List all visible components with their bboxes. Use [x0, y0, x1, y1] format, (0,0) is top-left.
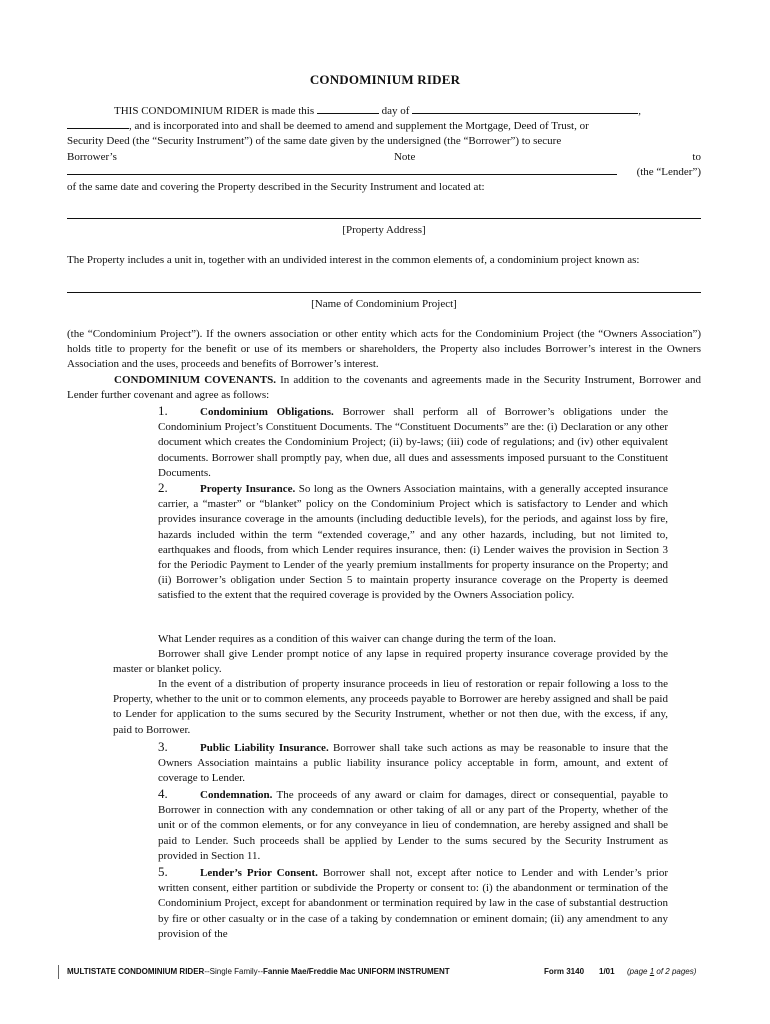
- page-footer: [58, 965, 706, 979]
- covenants-paragraph: [67, 373, 701, 403]
- day-blank: [317, 104, 379, 114]
- section-text: Borrower shall not, except after notice to Lender and with Lender’s prior written consent, either partition or subdivide the Property or consent to: (i) the abandonment or termination of the Condominium Project, except for abandonment or termination required by law in the case of substantial destruction by fire or other casualty or in the case of a taking by condemnation or eminent domain; (ii) any amendment to any provision of the: [158, 867, 668, 940]
- intro-text: Note: [393, 150, 416, 163]
- intro-line-6: of the same date and covering the Property described in the Security Instrument and located at:: [67, 181, 485, 194]
- section-5: [158, 864, 668, 942]
- intro-text: ,: [638, 105, 641, 117]
- footer-form-number: Form 3140: [544, 967, 585, 976]
- year-blank: [67, 119, 129, 129]
- footer-instrument: Fannie Mae/Freddie Mac UNIFORM INSTRUMENT: [263, 967, 450, 976]
- section-1: [158, 403, 668, 481]
- page-prefix: (page: [627, 967, 648, 976]
- intro-text: to: [692, 150, 701, 163]
- section-heading: Condominium Obligations.: [200, 406, 334, 418]
- covenants-heading: CONDOMINIUM COVENANTS.: [114, 374, 277, 386]
- section-2-lapse: Borrower shall give Lender prompt notice of any lapse in required property insurance coverage provided by the master or blanket policy.: [113, 648, 668, 676]
- intro-line-3: Security Deed (the “Security Instrument”) of the same date given by the undersigned (the “Borrower”) to secure: [67, 135, 562, 148]
- section-number: 3.: [158, 739, 168, 754]
- section-number: 1.: [158, 403, 168, 418]
- section-text: Borrower shall perform all of Borrower’s obligations under the Condominium Project’s Constituent Documents. The “Constituent Documents” are the: (i) Declaration or any other document which creates the Condominium Project; (ii) by-laws; (iii) code of regulations; and (iv) other equivalent documents. Borrower shall promptly pay, when due, all dues and assessments imposed pursuant to the Constituent Documents.: [158, 406, 668, 479]
- project-name-line: [67, 292, 701, 293]
- project-paragraph: (the “Condominium Project”). If the owners association or other entity which acts for the Condominium Project (the “Owners Association”) holds title to property for the benefit or use of its members or shareholders, the Property also includes Borrower’s interest in the Owners Association and the uses, proceeds and benefits of Borrower’s interest.: [67, 328, 701, 371]
- unit-paragraph: The Property includes a unit in, together with an undivided interest in the common elements of, a condominium project known as:: [67, 254, 640, 266]
- footer-family: --Single Family--: [204, 967, 263, 976]
- section-text: The proceeds of any award or claim for damages, direct or consequential, payable to Borrower in connection with any condemnation or other taking of all or any part of the Property, whether of the unit or of the common elements, or for any conveyance in lieu of condemnation, are hereby assigned and shall be paid to Lender. Such proceeds shall be applied by Lender to the sums secured by the Security Instrument as provided in Section 11.: [158, 789, 668, 862]
- section-heading: Public Liability Insurance.: [200, 742, 329, 754]
- section-heading: Condemnation.: [200, 789, 273, 801]
- section-text: So long as the Owners Association maintains, with a generally accepted insurance carrier, a “master” or “blanket” policy on the Condominium Project which is satisfactory to Lender and which provides insurance coverage in the amounts (including deductible levels), for the periods, and against loss by fire, hazards included within the term “extended coverage,” and any other hazards, including, but not limited to, earthquakes and floods, from which Lender requires insurance, then: (i) Lender waives the provision in Section 3 for the Periodic Payment to Lender of the yearly premium installments for property insurance on the Property; and (ii) Borrower’s obligation under Section 5 to maintain property insurance coverage on the Property is deemed satisfied to the extent that the required coverage is provided by the Owners Association policy.: [158, 483, 669, 602]
- intro-line-1: [67, 104, 701, 119]
- section-4: [158, 786, 668, 864]
- document-title: CONDOMINIUM RIDER: [309, 72, 461, 87]
- section-heading: Lender’s Prior Consent.: [200, 867, 318, 879]
- property-address-label: [Property Address]: [342, 224, 426, 236]
- section-number: 5.: [158, 864, 168, 879]
- footer-page-indicator: [627, 965, 696, 979]
- intro-line-2: [67, 119, 701, 134]
- intro-text: THIS CONDOMINIUM RIDER is made this: [114, 105, 315, 117]
- lender-name-blank: [67, 165, 617, 175]
- intro-text: day of: [381, 105, 410, 117]
- property-address-line: [67, 218, 701, 219]
- intro-text: (the “Lender”): [636, 165, 701, 178]
- section-number: 4.: [158, 786, 168, 801]
- intro-text: , and is incorporated into and shall be deemed to amend and supplement the Mortgage, Deed of Trust, or: [129, 120, 589, 133]
- page-suffix: of 2 pages): [656, 967, 697, 976]
- covenants-text: In addition to the covenants and agreements made in the Security Instrument, Borrower and Lender further covenant and agree as follows:: [67, 374, 701, 402]
- section-2-distribution: In the event of a distribution of property insurance proceeds in lieu of restoration or repair following a loss to the Property, whether to the unit or to common elements, any proceeds payable to Borrower are hereby assigned and shall be paid to Lender for application to the sums secured by the Security Instrument, whether or not then due, with the excess, if any, paid to Borrower.: [113, 678, 668, 736]
- section-number: 2.: [158, 480, 168, 495]
- section-heading: Property Insurance.: [200, 483, 296, 495]
- section-text: Borrower shall take such actions as may be reasonable to insure that the Owners Association maintains a public liability insurance policy acceptable in form, amount, and extent of coverage to Lender.: [158, 742, 668, 785]
- page-number: 1: [649, 967, 655, 976]
- intro-line-5: [67, 165, 701, 180]
- section-2: [158, 480, 668, 604]
- footer-title: MULTISTATE CONDOMINIUM RIDER: [67, 967, 205, 976]
- intro-line-4: [67, 150, 701, 165]
- month-year-blank: [412, 104, 638, 114]
- section-3: [158, 739, 668, 787]
- intro-text: Borrower’s: [67, 150, 117, 163]
- section-2-waiver: What Lender requires as a condition of this waiver can change during the term of the loan.: [158, 633, 556, 645]
- footer-version: 1/01: [599, 967, 615, 976]
- intro-paragraph: [67, 104, 701, 195]
- project-name-label: [Name of Condominium Project]: [311, 298, 457, 310]
